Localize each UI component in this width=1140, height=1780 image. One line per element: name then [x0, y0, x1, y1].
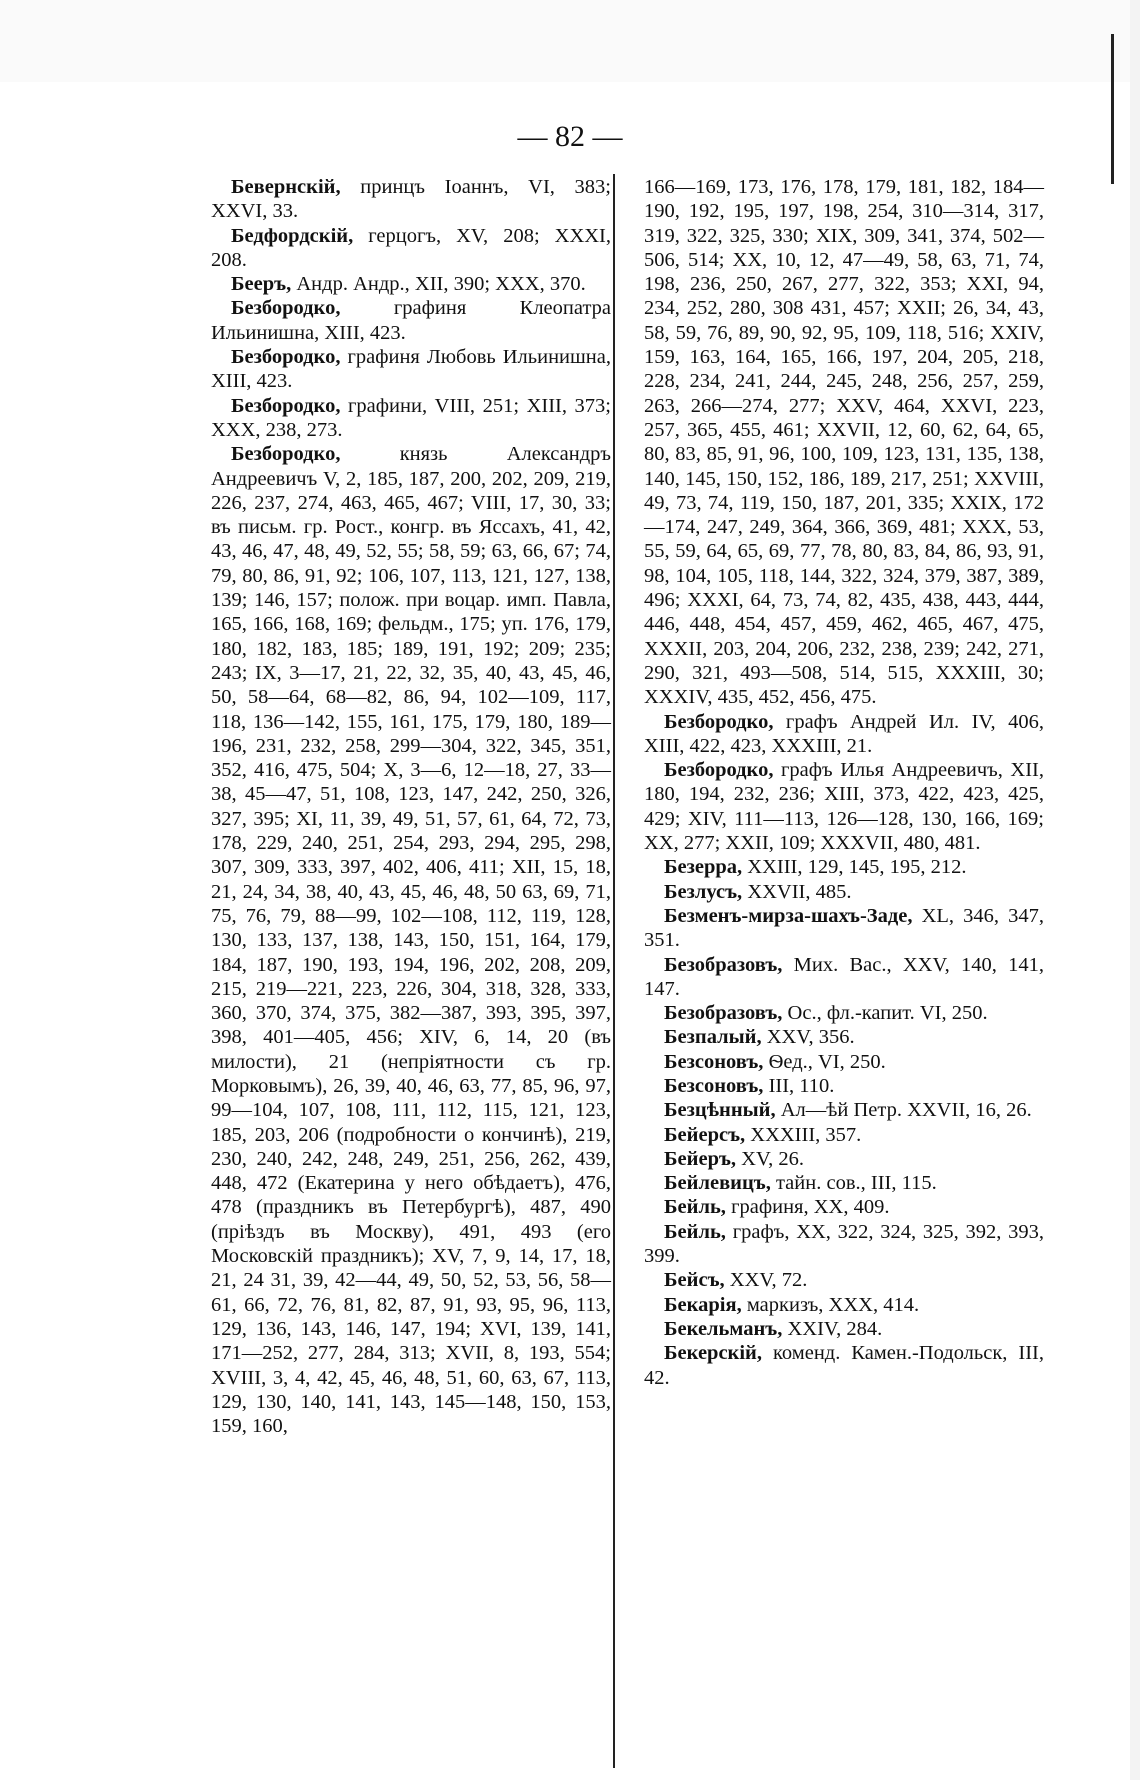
entry-heading: Безпалый, — [664, 1026, 762, 1049]
index-entry — [211, 442, 611, 1438]
entry-heading: Бевернскій, — [231, 176, 341, 198]
entry-refs: XXIV, 284. — [787, 1317, 883, 1340]
entry-refs: 166—169, 173, 176, 178, 179, 181, 182, 184—190, 192, 195, 197, 198, 254, 310—314, 317, 319, 322, 325, 330; XIX, 309, 341, 374, 502—506, 514; XX, 10, 12, 47—49, 58, 63, 71, 74, 198, 236, 250, 267, 277, 322, 353; XXI, 94, 234, 252, 280, 308 431, 457; XXII; 26, 34, 43, 58, 59, 76, 89, 90, 92, 95, 109, 118, 516; XXIV, 159, 163, 164, 165, 166, 197, 204, 205, 218, 228, 234, 241, 244, 245, 248, 256, 257, 259, 263, 266—274, 277; XXV, 464, XXVI, 223, 257, 365, 455, 461; XXVII, 12, 60, 62, 64, 65, 80, 83, 85, 91, 96, 100, 109, 123, 131, 135, 138, 140, 145, 150, 152, 186, 189, 217, 251; XXVIII, 49, 73, 74, 119, 150, 187, 201, 335; XXIX, 172—174, 247, 249, 364, 366, 369, 481; XXX, 53, 55, 59, 64, 65, 69, 77, 78, 80, 83, 84, 86, 93, 91, 98, 104, 105, 118, 144, 322, 324, 379, 387, 389, 496; XXXI, 64, 73, 74, 82, 435, 438, 443, 444, 446, 448, 454, 457, 459, 462, 465, 467, 475, XXXII, 203, 204, 206, 232, 238, 239; 242, 271, 290, 321, 493—508, 514, 515, XXXIII, 30; XXXIV, 435, 452, 456, 475. — [644, 176, 1044, 709]
entry-heading: Безсоновъ, — [664, 1050, 764, 1073]
entry-heading: Бекарія, — [664, 1293, 742, 1316]
entry-refs: XXV, 72. — [729, 1269, 808, 1292]
entry-heading: Безерра, — [664, 856, 743, 879]
index-entry — [644, 1123, 1044, 1147]
entry-heading: Безобразовъ, — [664, 953, 783, 976]
index-entry — [644, 710, 1044, 759]
index-entry — [644, 953, 1044, 1002]
scan-edge-mark — [1111, 34, 1114, 184]
entry-heading: Бейлевицъ, — [664, 1172, 771, 1195]
index-entry — [644, 1268, 1044, 1292]
index-entry — [211, 175, 611, 224]
index-entry — [644, 1220, 1044, 1269]
entry-refs: XXIII, 129, 145, 195, 212. — [747, 856, 967, 879]
index-entry — [644, 880, 1044, 904]
entry-refs: графъ Илья Андреевичъ, XII, 180, 194, 232, 236; XIII, 373, 422, 423, 425, 429; XIV, 111—113, 126—128, 130, 166, 169; XX, 277; XXII, 109; XXXVII, 480, 481. — [644, 759, 1045, 855]
entry-refs: графиня, XX, 409. — [731, 1196, 890, 1219]
entry-refs: XXV, 356. — [766, 1026, 855, 1049]
index-entry — [644, 1341, 1044, 1390]
entry-heading: Безбородко, — [231, 443, 341, 466]
index-entry — [644, 1001, 1044, 1025]
index-entry — [644, 1195, 1044, 1219]
entry-refs: Ѳед., VI, 250. — [768, 1050, 886, 1073]
entry-heading: Бейсъ, — [664, 1269, 725, 1292]
entry-heading: Безлусъ, — [664, 880, 743, 903]
entry-heading: Безцѣнный, — [664, 1099, 776, 1122]
entry-refs: XXVII, 485. — [747, 880, 852, 903]
entry-refs: графини, VIII, 251; XIII, 373; XXX, 238, 273. — [211, 394, 611, 441]
index-entry — [644, 1050, 1044, 1074]
entry-refs: коменд. Камен.-Подольск, III, 42. — [644, 1342, 1044, 1389]
entry-heading: Беeръ, — [231, 273, 292, 296]
entry-heading: Безбородко, — [231, 346, 341, 369]
index-entry — [211, 394, 611, 443]
entry-heading: Безбородко, — [664, 710, 774, 733]
entry-heading: Безменъ-мирза-шахъ-Заде, — [664, 904, 913, 927]
index-entry — [644, 855, 1044, 879]
entry-refs: XXXIII, 357. — [750, 1123, 862, 1146]
index-entry — [211, 272, 611, 296]
entry-refs: Ос., фл.-капит. VI, 250. — [787, 1002, 988, 1025]
entry-heading: Бейеръ, — [664, 1147, 737, 1170]
index-entry — [644, 1293, 1044, 1317]
entry-heading: Бекерскій, — [664, 1342, 762, 1365]
right-column — [644, 175, 1044, 1390]
column-divider — [613, 174, 615, 1768]
entry-refs: князь Александръ Андреевичъ V, 2, 185, 187, 200, 202, 209, 219, 226, 237, 274, 463, 465, 467; VIII, 17, 30, 33; въ письм. гр. Рост., конгр. въ Яссахъ, 41, 42, 43, 46, 47, 48, 49, 52, 55; 58, 59; 63, 66, 67; 74, 79, 80, 86, 91, 92; 106, 107, 113, 121, 127, 138, 139; 146, 157; полож. при воцар. имп. Павла, 165, 166, 168, 169; фельдм., 175; уп. 176, 179, 180, 182, 183, 185; 189, 191, 192; 209; 235; 243; IX, 3—17, 21, 22, 32, 35, 40, 43, 45, 46, 50, 58—64, 68—82, 86, 94, 102—109, 117, 118, 136—142, 155, 161, 175, 179, 180, 189—196, 231, 232, 258, 299—304, 322, 345, 351, 352, 416, 475, 504; X, 3—6, 12—18, 27, 33—38, 45—47, 51, 108, 123, 147, 242, 250, 326, 327, 395; XI, 11, 39, 49, 51, 57, 61, 64, 72, 73, 178, 229, 240, 251, 254, 293, 294, 295, 298, 307, 309, 333, 397, 402, 406, 411; XII, 15, 18, 21, 24, 34, 38, 40, 43, 45, 46, 48, 50 63, 69, 71, 75, 76, 79, 88—99, 102—108, 112, 119, 128, 130, 133, 137, 138, 143, 150, 151, 164, 179, 184, 187, 190, 193, 194, 196, 202, 208, 209, 215, 219—221, 223, 226, 304, 318, 328, 333, 360, 370, 374, 375, 382—387, 393, 395, 397, 398, 401—405, 456; XIV, 6, 14, 20 (въ милости), 21 (непріятности съ гр. Морковымъ), 26, 39, 40, 46, 63, 77, 85, 96, 97, 99—104, 107, 108, 111, 112, 115, 121, 123, 185, 203, 206 (подробности о кончинѣ), 219, 230, 240, 242, 248, 249, 251, 256, 262, 439, 448, 472 (Екатерина у него обѣдаетъ), 476, 478 (праздникъ въ Петербургѣ), 487, 490 (пріѣздъ въ Москву), 491, 493 (его Московскій праздникъ); XV, 7, 9, 14, 17, 18, 21, 24 31, 39, 42—44, 49, 50, 52, 53, 56, 58—61, 66, 72, 76, 81, 82, 87, 91, 93, 95, 96, 113, 129, 136, 143, 146, 147, 194; XVI, 139, 141, 171—252, 277, 284, 313; XVII, 8, 193, 554; XVIII, 3, 4, 42, 45, 46, 48, 51, 60, 63, 67, 113, 129, 130, 140, 141, 143, 145—148, 150, 153, 159, 160, — [211, 443, 611, 1438]
index-entry — [644, 1074, 1044, 1098]
index-entry — [644, 1098, 1044, 1122]
entry-heading: Безбородко, — [231, 297, 341, 320]
index-entry — [644, 1025, 1044, 1049]
entry-refs: маркизъ, XXX, 414. — [746, 1293, 920, 1316]
index-entry — [644, 1147, 1044, 1171]
index-entry — [211, 345, 611, 394]
entry-heading: Безбородко, — [664, 759, 774, 782]
left-column — [211, 175, 611, 1438]
entry-refs: графиня Клеопатра Ильинишна, XIII, 423. — [211, 297, 612, 344]
index-entry — [644, 1171, 1044, 1195]
entry-refs: графъ, XX, 322, 324, 325, 392, 393, 399. — [644, 1220, 1045, 1268]
entry-heading: Безобразовъ, — [664, 1002, 783, 1025]
entry-heading: Бейль, — [664, 1220, 726, 1243]
entry-refs: Андр. Андр., XII, 390; XXX, 370. — [296, 273, 586, 296]
entry-heading: Бедфордскій, — [231, 224, 354, 247]
entry-refs: XV, 26. — [741, 1147, 805, 1170]
entry-heading: Бейль, — [664, 1196, 726, 1219]
entry-refs: Мих. Вас., XXV, 140, 141, 147. — [644, 953, 1044, 1000]
entry-refs: графъ Андрей Ил. IV, 406, XIII, 422, 423, XXXIII, 21. — [644, 710, 1044, 757]
scan-right-edge — [1130, 0, 1140, 1780]
index-entry — [211, 296, 611, 345]
index-entry-continuation — [644, 175, 1044, 710]
scan-top-band — [0, 0, 1140, 82]
entry-refs: Ал—ѣй Петр. XXVII, 16, 26. — [780, 1099, 1032, 1122]
entry-heading: Безсоновъ, — [664, 1074, 764, 1097]
entry-refs: графиня Любовь Ильинишна, XIII, 423. — [211, 346, 611, 393]
entry-heading: Бейерсъ, — [664, 1123, 746, 1146]
index-entry — [644, 758, 1044, 855]
entry-refs: герцогъ, XV, 208; XXXI, 208. — [211, 224, 612, 271]
entry-refs: принцъ Іоаннъ, VI, 383; XXVI, 33. — [211, 176, 612, 223]
entry-heading: Безбородко, — [231, 394, 341, 417]
index-entry — [644, 904, 1044, 953]
index-entry — [211, 224, 611, 273]
entry-refs: тайн. сов., III, 115. — [775, 1172, 937, 1195]
entry-heading: Бекельманъ, — [664, 1317, 783, 1340]
entry-refs: III, 110. — [768, 1074, 835, 1097]
entry-refs: XL, 346, 347, 351. — [644, 904, 1044, 952]
index-entry — [644, 1317, 1044, 1341]
page-number: — 82 — — [517, 120, 623, 153]
